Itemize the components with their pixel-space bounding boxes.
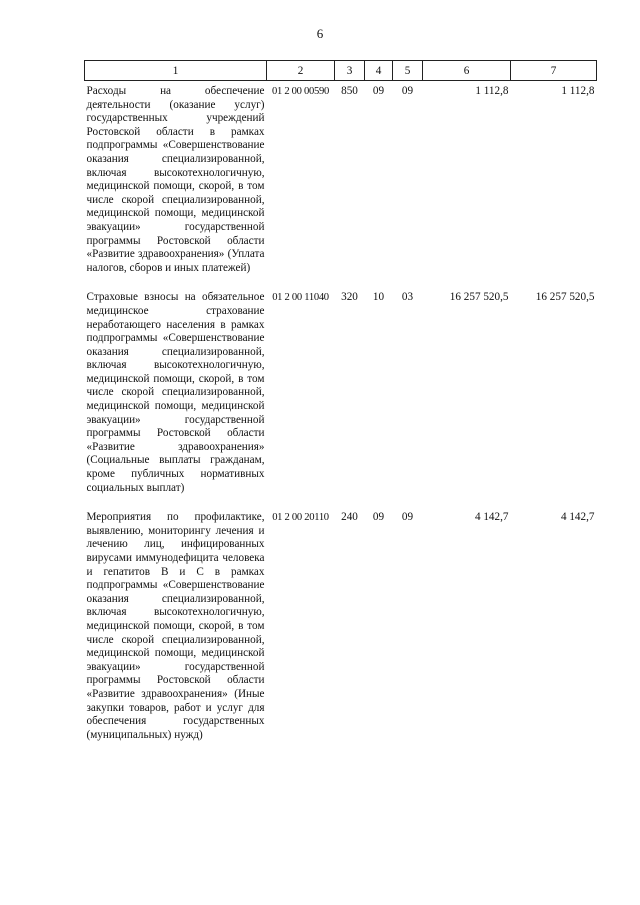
row-expense-type: 320: [341, 291, 358, 304]
header-col-7: 7: [511, 61, 597, 81]
row-amount-2: 4 142,7: [560, 511, 595, 524]
row-amount-1: 4 142,7: [474, 511, 509, 524]
row-section: 09: [372, 85, 385, 97]
table-row: [85, 81, 597, 288]
row-subsection: 09: [401, 511, 414, 524]
row-description: Мероприятия по профилактике, выявлению, мониторингу лечения и лечению лиц, инфицированных вирусами иммунодефицита человека и гепатитов В и С в рамках подпрограммы «Совершенствование оказания специализированной, включая высокотехнологичную, медицинской помощи, скорой, в том числе скорой специализированной, медицинской помощи, медицинской эвакуации» государственной программы Ростовской области «Развитие здравоохранения» (Иные закупки товаров, работ и услуг для обеспечения государственных (муниципальных) нужд): [86, 511, 265, 741]
row-description: Расходы на обеспечение деятельности (оказание услуг) государственных учреждений Ростовской области в рамках подпрограммы «Совершенствование оказания специализированной, включая высокотехнологичную, медицинской помощи, скорой, в том числе скорой специализированной, медицинской помощи, медицинской эвакуации» государственной программы Ростовской области «Развитие здравоохранения» (Уплата налогов, сборов и иных платежей): [86, 85, 265, 274]
row-section: 09: [372, 511, 385, 524]
row-amount-2: 1 112,8: [561, 85, 595, 97]
row-expense-type: 240: [341, 511, 358, 524]
header-col-3: 3: [335, 61, 365, 81]
table-row: [85, 507, 597, 754]
header-col-2: 2: [267, 61, 335, 81]
row-subsection: 03: [401, 291, 414, 304]
row-amount-1: 16 257 520,5: [449, 291, 509, 304]
header-col-1: 1: [85, 61, 267, 81]
row-section: 10: [372, 291, 385, 304]
row-description: Страховые взносы на обязательное медицинское страхование неработающего населения в рамках подпрограммы «Совершенствование оказания специализированной, включая высокотехнологичную, медицинской помощи, скорой, в том числе скорой специализированной, медицинской помощи, медицинской эвакуации» государственной программы Ростовской области «Развитие здравоохранения» (Социальные выплаты гражданам, кроме публичных нормативных социальных выплат): [86, 291, 265, 494]
row-expense-type: 850: [341, 85, 358, 97]
header-col-6: 6: [423, 61, 511, 81]
row-target-code: 01 2 00 20110: [272, 512, 329, 524]
row-subsection: 09: [401, 85, 414, 97]
table-row: [85, 287, 597, 507]
header-row: [85, 61, 597, 81]
row-target-code: 01 2 00 00590: [271, 86, 329, 97]
budget-table: [84, 60, 597, 754]
header-col-4: 4: [365, 61, 393, 81]
page-number: 6: [316, 26, 324, 41]
row-amount-1: 1 112,8: [475, 85, 509, 97]
header-col-5: 5: [393, 61, 423, 81]
row-amount-2: 16 257 520,5: [535, 291, 595, 304]
row-target-code: 01 2 00 11040: [272, 292, 329, 304]
